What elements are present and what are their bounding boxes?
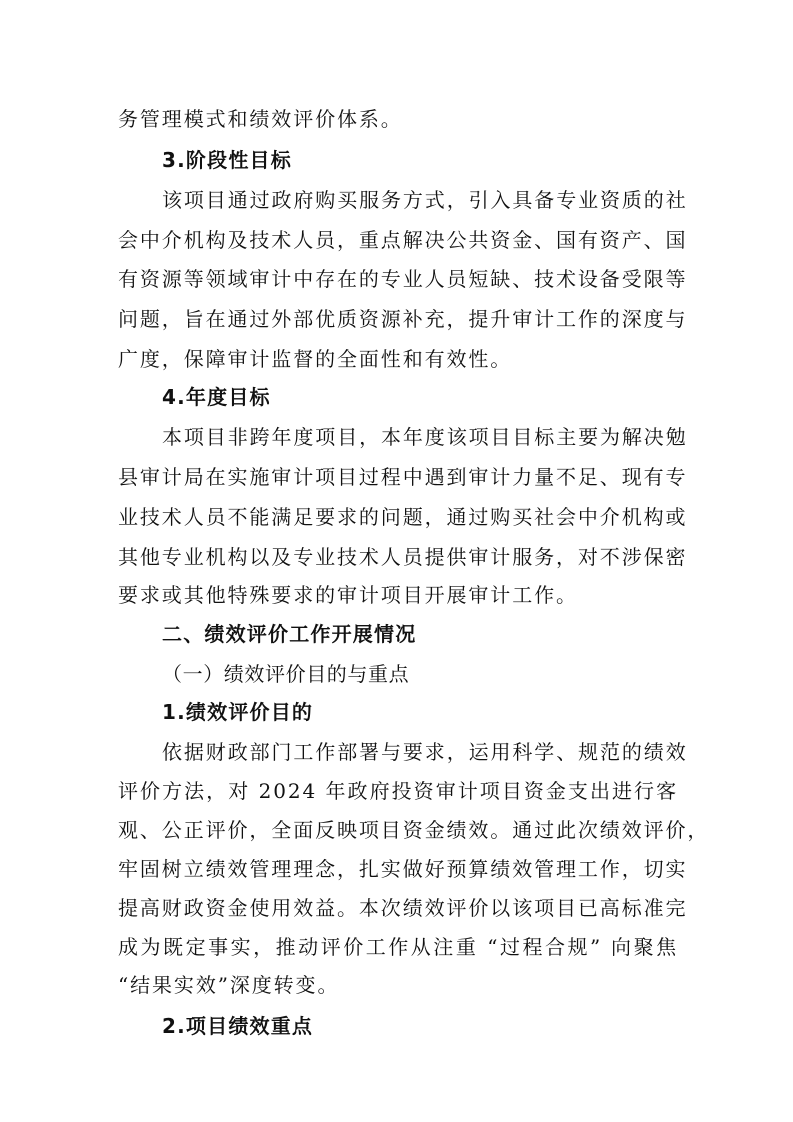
paragraph-line: 县审计局在实施审计项目过程中遇到审计力量不足、现有专 bbox=[118, 465, 688, 489]
section-heading-2: 2.项目绩效重点 bbox=[162, 1014, 314, 1038]
paragraph-line: 务管理模式和绩效评价体系。 bbox=[118, 107, 403, 131]
paragraph-line: 其他专业机构以及专业技术人员提供审计服务，对不涉保密 bbox=[118, 545, 688, 569]
paragraph-line: 要求或其他特殊要求的审计项目开展审计工作。 bbox=[118, 583, 578, 607]
section-heading-4: 4.年度目标 bbox=[162, 385, 271, 409]
section-heading-1: 1.绩效评价目的 bbox=[162, 700, 314, 724]
section-heading-3: 3.阶段性目标 bbox=[162, 148, 292, 172]
paragraph-line: 问题，旨在通过外部优质资源补充，提升审计工作的深度与 bbox=[118, 307, 688, 331]
paragraph-line: 评价方法，对 2024 年政府投资审计项目资金支出进行客 bbox=[118, 779, 678, 803]
paragraph-line: 依据财政部门工作部署与要求，运用科学、规范的绩效 bbox=[162, 740, 688, 764]
subsection-heading: （一）绩效评价目的与重点 bbox=[162, 662, 410, 686]
paragraph-line: 观、公正评价，全面反映项目资金绩效。通过此次绩效评价， bbox=[118, 818, 710, 842]
paragraph-line: “结果实效”深度转变。 bbox=[118, 973, 340, 997]
paragraph-line: 成为既定事实，推动评价工作从注重 “过程合规” 向聚焦 bbox=[118, 935, 678, 959]
paragraph-line: 牢固树立绩效管理理念，扎实做好预算绩效管理工作，切实 bbox=[118, 857, 688, 881]
paragraph-line: 该项目通过政府购买服务方式，引入具备专业资质的社 bbox=[162, 188, 688, 212]
paragraph-line: 有资源等领域审计中存在的专业人员短缺、技术设备受限等 bbox=[118, 267, 688, 291]
paragraph-line: 广度，保障审计监督的全面性和有效性。 bbox=[118, 347, 513, 371]
chapter-heading: 二、绩效评价工作开展情况 bbox=[162, 622, 417, 646]
paragraph-line: 会中介机构及技术人员，重点解决公共资金、国有资产、国 bbox=[118, 228, 688, 252]
paragraph-line: 提高财政资金使用效益。本次绩效评价以该项目已高标准完 bbox=[118, 896, 688, 920]
paragraph-line: 业技术人员不能满足要求的问题，通过购买社会中介机构或 bbox=[118, 505, 688, 529]
paragraph-line: 本项目非跨年度项目，本年度该项目目标主要为解决勉 bbox=[162, 425, 688, 449]
